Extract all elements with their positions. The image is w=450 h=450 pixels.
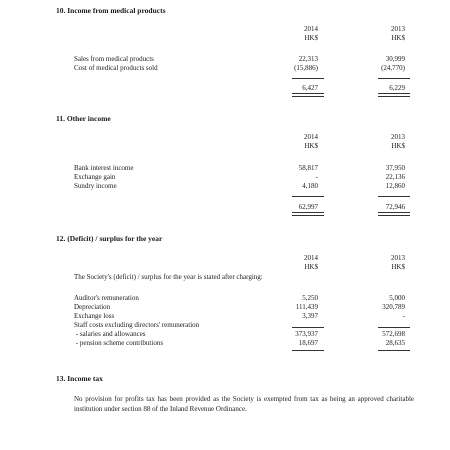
s13-paragraph: No provision for profits tax has been provided as the Society is exempted from tax as being an approved charitable institution under section 88 of the Inland Revenue Ordinance. <box>74 395 414 413</box>
s12-row-value-2013: - <box>402 312 405 320</box>
s12-row-value-2013: 572,698 <box>382 330 405 338</box>
s12-row-label: Auditor's remuneration <box>74 294 139 302</box>
s10-year-2013: 2013 <box>391 25 405 33</box>
s12-row-label: Exchange loss <box>74 312 115 320</box>
s11-total-rule-2014 <box>292 196 324 197</box>
s12-row-label: Depreciation <box>74 303 111 311</box>
s10-row-value-2014: (15,886) <box>294 64 318 72</box>
s10-row-label: Cost of medical products sold <box>74 64 158 72</box>
s10-total-2013: 6,229 <box>389 84 405 92</box>
s12-bottom-rule-2014 <box>292 350 324 351</box>
s10-double-rule-2013 <box>378 93 410 97</box>
s11-year-2013: 2013 <box>391 133 405 141</box>
s12-bottom-rule-2013 <box>378 350 410 351</box>
s11-row-label: Exchange gain <box>74 173 116 181</box>
s10-currency-2014: HK$ <box>304 34 318 42</box>
s12-row-value-2014: 373,937 <box>295 330 318 338</box>
s12-year-2014: 2014 <box>304 254 318 262</box>
s10-row-value-2014: 22,313 <box>298 55 318 63</box>
s11-row-value-2013: 12,860 <box>385 182 405 190</box>
s12-rule-2013 <box>378 327 410 328</box>
s11-row-value-2014: 58,817 <box>298 164 318 172</box>
s10-row-value-2013: (24,770) <box>381 64 405 72</box>
s10-double-rule-2014 <box>292 93 324 97</box>
s12-row-value-2014: 18,697 <box>298 339 318 347</box>
s12-row-label: - pension scheme contributions <box>74 339 164 347</box>
section-10-title: 10. Income from medical products <box>56 6 166 15</box>
s12-year-2013: 2013 <box>391 254 405 262</box>
s11-row-label: Sundry income <box>74 182 117 190</box>
s12-row-value-2013: 5,000 <box>389 294 405 302</box>
section-11-title: 11. Other income <box>56 114 111 123</box>
s10-total-2014: 6,427 <box>302 84 318 92</box>
s11-currency-2013: HK$ <box>391 142 405 150</box>
s10-row-value-2013: 30,999 <box>385 55 405 63</box>
s11-row-value-2013: 22,136 <box>385 173 405 181</box>
section-12-title: 12. (Deficit) / surplus for the year <box>56 234 163 243</box>
s12-intro: The Society's (deficit) / surplus for the year is stated after charging: <box>74 273 263 281</box>
s12-row-value-2014: 111,439 <box>295 303 318 311</box>
s11-double-rule-2013 <box>378 212 410 216</box>
s10-total-rule-2014 <box>292 78 324 79</box>
s11-currency-2014: HK$ <box>304 142 318 150</box>
s12-row-label: - salaries and allowances <box>74 330 146 338</box>
s12-row-value-2013: 320,789 <box>382 303 405 311</box>
s10-total-rule-2013 <box>378 78 410 79</box>
s11-row-value-2014: 4,180 <box>302 182 318 190</box>
s10-row-label: Sales from medical products <box>74 55 154 63</box>
s12-row-value-2014: 5,250 <box>302 294 318 302</box>
s11-year-2014: 2014 <box>304 133 318 141</box>
s10-currency-2013: HK$ <box>391 34 405 42</box>
s12-row-value-2013: 28,635 <box>385 339 405 347</box>
s11-row-value-2014: - <box>315 173 318 181</box>
s11-row-label: Bank interest income <box>74 164 134 172</box>
section-13-title: 13. Income tax <box>56 374 103 383</box>
s11-total-rule-2013 <box>378 196 410 197</box>
s12-currency-2013: HK$ <box>391 263 405 271</box>
s12-rule-2014 <box>292 327 324 328</box>
s12-currency-2014: HK$ <box>304 263 318 271</box>
s11-row-value-2013: 37,950 <box>385 164 405 172</box>
s11-total-2014: 62,997 <box>298 203 318 211</box>
s12-row-value-2014: 3,397 <box>302 312 318 320</box>
s12-row-label: Staff costs excluding directors' remuneration <box>74 321 200 329</box>
s11-double-rule-2014 <box>292 212 324 216</box>
s11-total-2013: 72,946 <box>385 203 405 211</box>
s10-year-2014: 2014 <box>304 25 318 33</box>
